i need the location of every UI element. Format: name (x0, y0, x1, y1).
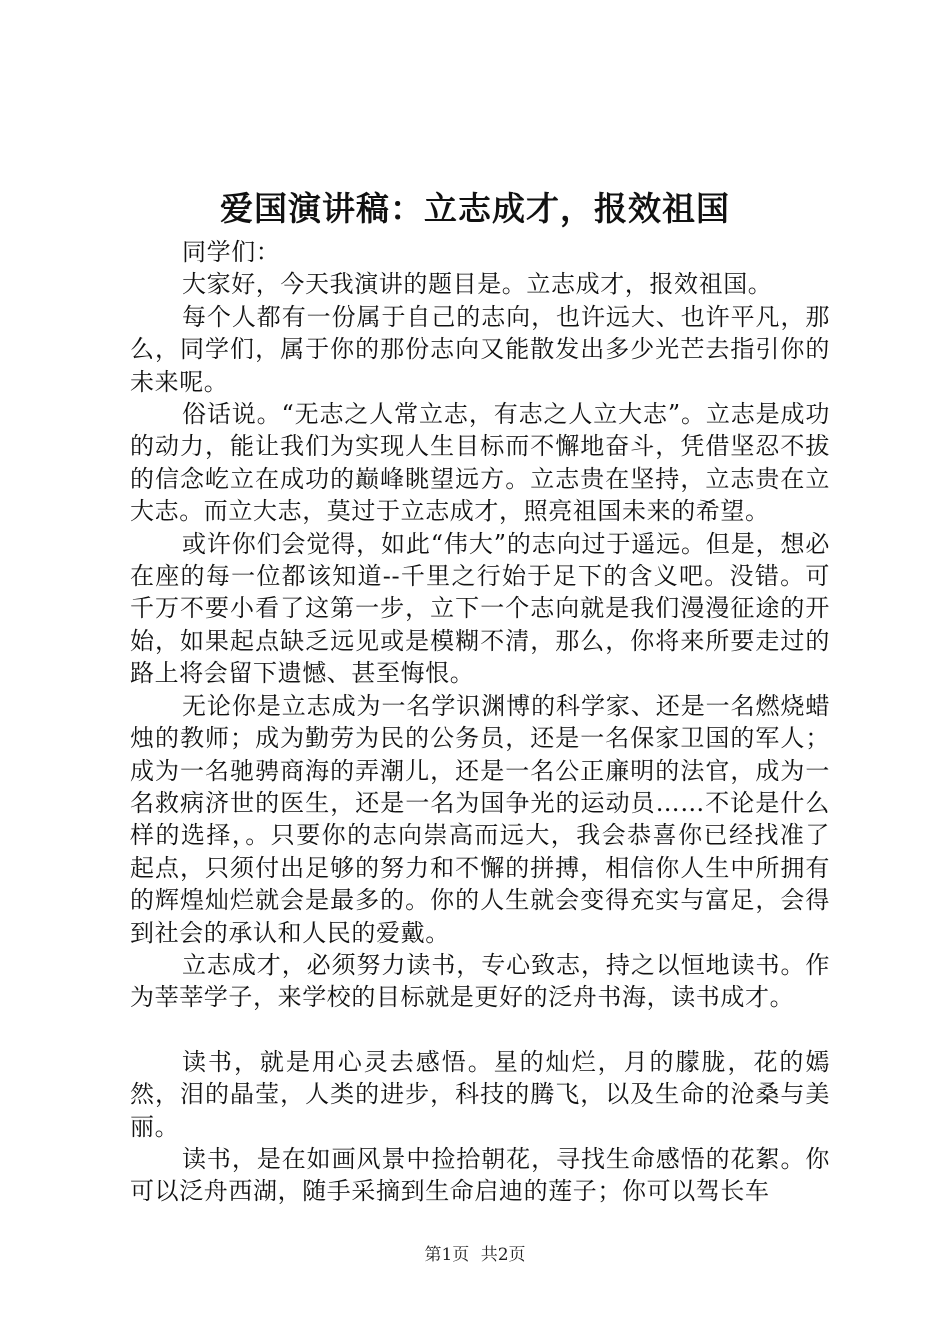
paragraph-reading-feeling: 读书，就是用心灵去感悟。星的灿烂，月的朦胧，花的嫣然，泪的晶莹，人类的进步，科技的腾飞，以及生命的沧桑与美丽。 (130, 1047, 830, 1141)
paragraph-first-step: 或许你们会觉得，如此“伟大”的志向过于遥远。但是，想必在座的每一位都该知道--千里之行始于足下的含义吧。没错。可千万不要小看了这第一步，立下一个志向就是我们漫漫征途的开始，如果起点缺乏远见或是模糊不清，那么，你将来所要走过的路上将会留下遗憾、甚至悔恨。 (130, 529, 830, 688)
document-title: 爱国演讲稿：立志成才，报效祖国 (220, 189, 730, 228)
page-number: 第1页 (424, 1245, 470, 1265)
paragraph-aspiration: 每个人都有一份属于自己的志向，也许远大、也许平凡，那么，同学们，属于你的那份志向又能散发出多少光芒去指引你的未来呢。 (130, 302, 830, 396)
paragraph-greeting: 同学们： (182, 238, 281, 266)
paragraph-study: 立志成才，必须努力读书，专心致志，持之以恒地读书。作为莘莘学子，来学校的目标就是更好的泛舟书海，读书成才。 (130, 950, 830, 1012)
page-count: 共2页 (480, 1245, 526, 1265)
paragraph-reading-scenery: 读书，是在如画风景中捡拾朝花，寻找生命感悟的花絮。你可以泛舟西湖，随手采摘到生命启迪的莲子；你可以驾长车 (130, 1144, 830, 1206)
paragraph-proverb: 俗话说。“无志之人常立志，有志之人立大志”。立志是成功的动力，能让我们为实现人生目标而不懈地奋斗，凭借坚忍不拔的信念屹立在成功的巅峰眺望远方。立志贵在坚持，立志贵在立大志。而立大志，莫过于立志成才，照亮祖国未来的希望。 (130, 400, 830, 526)
page-footer (0, 1243, 950, 1267)
paragraph-intro: 大家好，今天我演讲的题目是。立志成才，报效祖国。 (182, 270, 773, 299)
document-body (130, 236, 830, 1208)
blank-line (130, 1014, 830, 1046)
paragraph-career-choices: 无论你是立志成为一名学识渊博的科学家、还是一名燃烧蜡烛的教师；成为勤劳为民的公务员，还是一名保家卫国的军人；成为一名驰骋商海的弄潮儿，还是一名公正廉明的法官，成为一名救病济世的医生，还是一名为国争光的运动员……不论是什么样的选择，。只要你的志向崇高而远大，我会恭喜你已经找准了起点，只须付出足够的努力和不懈的拼搏，相信你人生中所拥有的辉煌灿烂就会是最多的。你的人生就会变得充实与富足，会得到社会的承认和人民的爱戴。 (130, 691, 830, 947)
